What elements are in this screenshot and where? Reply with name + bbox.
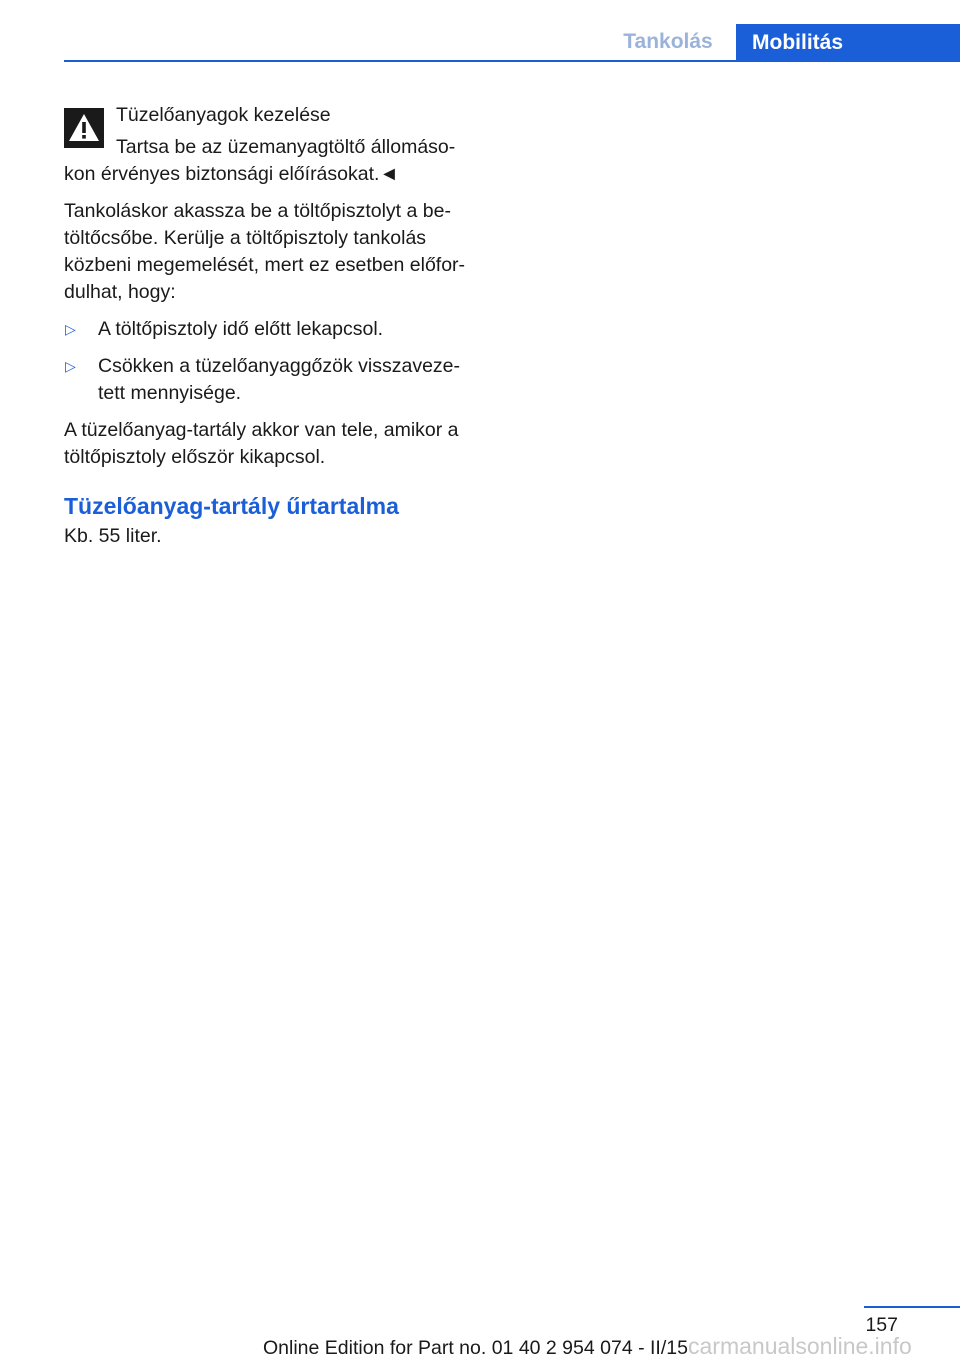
warning-box bbox=[64, 102, 480, 188]
header-tab-mobilitas: Mobilitás bbox=[736, 24, 960, 62]
watermark: carmanualsonline.info bbox=[688, 1333, 912, 1359]
bullet-list bbox=[64, 316, 480, 407]
page-number: 157 bbox=[865, 1314, 898, 1336]
header-tab-tankolas: Tankolás bbox=[623, 30, 713, 53]
page-content bbox=[64, 100, 480, 550]
paragraph-full-tank: A tüzelőanyag-tartály akkor van tele, amikor a töltőpisztoly először kikapcsol. bbox=[64, 419, 459, 468]
list-item bbox=[64, 353, 480, 407]
edition-line: Online Edition for Part no. 01 40 2 954 074 - II/15 bbox=[263, 1337, 688, 1359]
triangle-bullet-icon: ▷ bbox=[65, 358, 76, 374]
list-item-text: Csökken a tüzelőanyaggőzök visszavezetett mennyisége. bbox=[98, 355, 461, 404]
warning-body: Tartsa be az üzemanyagtöltő állomásokon érvényes biztonsági előírásokat.◄ bbox=[64, 136, 456, 185]
section-text: Kb. 55 liter. bbox=[64, 525, 162, 547]
warning-triangle-icon bbox=[64, 108, 104, 148]
list-item bbox=[64, 316, 480, 343]
section-heading: Tüzelőanyag-tartály űrtartalma bbox=[64, 493, 399, 519]
list-item-text: A töltőpisztoly idő előtt lekapcsol. bbox=[98, 318, 384, 340]
warning-title: Tüzelőanyagok kezelése bbox=[116, 104, 331, 126]
header-rule bbox=[64, 60, 960, 62]
footer-rule bbox=[864, 1306, 960, 1308]
paragraph-refuel: Tankoláskor akassza be a töltőpisztolyt a betöltőcsőbe. Kerülje a töltőpisztoly tankolás közbeni megemelését, mert ez esetben előfordulhat, hogy: bbox=[64, 200, 466, 303]
triangle-bullet-icon: ▷ bbox=[65, 321, 76, 337]
